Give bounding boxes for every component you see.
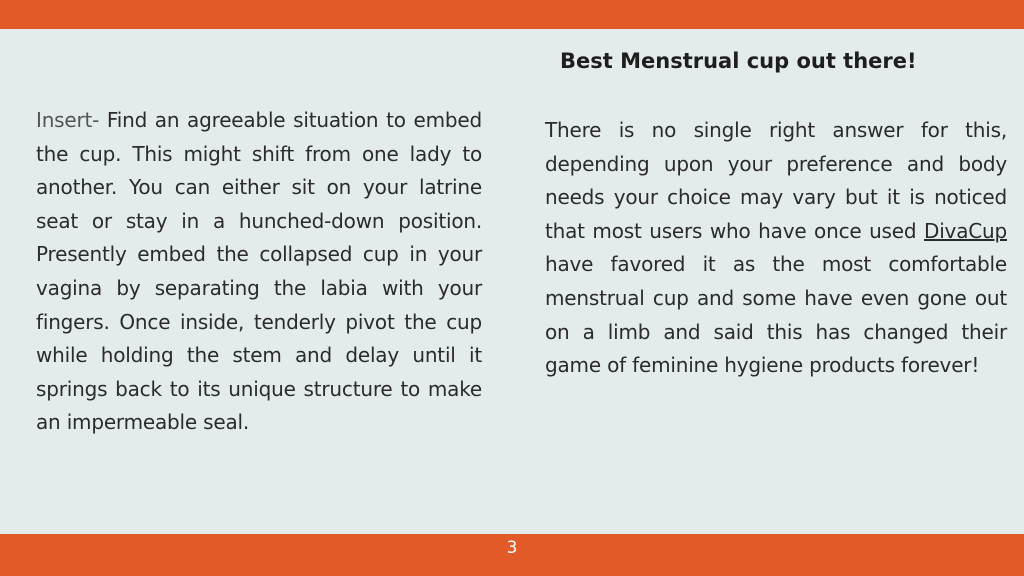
page-number: 3 <box>506 538 518 558</box>
top-accent-bar <box>0 0 1024 29</box>
answer-paragraph <box>545 114 1007 383</box>
insert-label: Insert- <box>36 108 100 132</box>
divacup-link[interactable]: DivaCup <box>924 218 1007 243</box>
answer-text-after-link: have favored it as the most comfortable menstrual cup and some have even gone out on a limb and said this has changed their game of feminine hygiene products forever! <box>545 252 1007 378</box>
insert-paragraph-text: Find an agreeable situation to embed the cup. This might shift from one lady to another. You can either sit on your latrine seat or stay in a hunched-down position. Presently embed the collapsed cup in your vagina by separating the labia with your fingers. Once inside, tenderly pivot the cup while holding the stem and delay until it springs back to its unique structure to make an impermeable seal. <box>36 108 482 435</box>
slide-heading: Best Menstrual cup out there! <box>560 49 917 73</box>
insert-paragraph <box>36 104 482 440</box>
answer-text-before-link: There is no single right answer for this, depending upon your preference and body needs your choice may vary but it is noticed that most users who have once used <box>545 118 1007 243</box>
